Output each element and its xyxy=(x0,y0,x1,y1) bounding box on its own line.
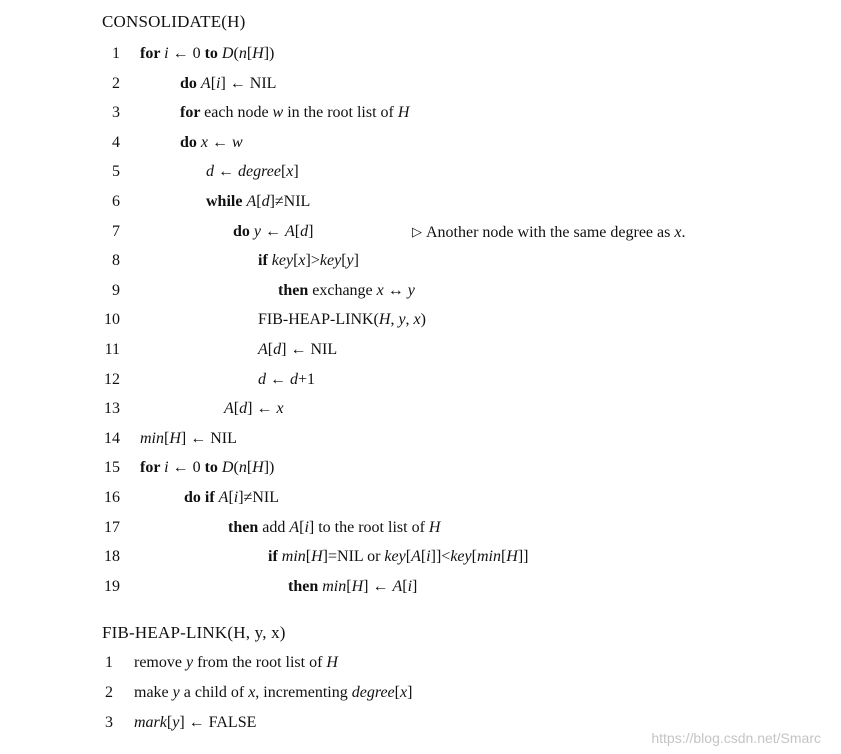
variable: i xyxy=(164,459,169,477)
code-text: ]≠NIL xyxy=(269,193,311,210)
keyword: to xyxy=(204,45,222,62)
line-number: 3 xyxy=(112,104,120,122)
variable: A xyxy=(285,222,295,240)
code-text: ]> xyxy=(305,252,320,270)
variable: x xyxy=(248,684,256,701)
variable: A xyxy=(224,400,234,418)
code-text: make xyxy=(134,684,173,701)
line-code xyxy=(180,131,243,155)
code-text: , xyxy=(390,311,399,329)
code-text: ]) xyxy=(263,45,275,62)
keyword: then xyxy=(288,577,323,595)
variable: x xyxy=(413,311,421,329)
line-number: 9 xyxy=(112,281,120,299)
variable: y xyxy=(185,654,194,671)
code-text: [ xyxy=(246,459,253,477)
keyword: while xyxy=(206,193,247,210)
variable: H xyxy=(506,548,518,566)
line-number: 4 xyxy=(112,133,120,151)
variable: d xyxy=(206,163,214,181)
variable: x xyxy=(399,684,408,701)
variable: min xyxy=(476,548,501,566)
line-code xyxy=(180,101,409,125)
watermark: https://blog.csdn.net/Smarc xyxy=(651,730,821,746)
line-code xyxy=(140,427,237,451)
code-text: ] ← FALSE xyxy=(179,714,257,731)
line-number: 19 xyxy=(104,577,120,595)
code-text: in the root list of xyxy=(283,104,398,122)
line-code xyxy=(206,160,299,184)
line-code xyxy=(228,516,440,540)
line-code xyxy=(258,308,426,332)
line-code xyxy=(268,545,529,569)
variable: D xyxy=(221,45,234,62)
code-text: each node xyxy=(204,104,273,122)
keyword: for xyxy=(180,104,205,122)
code-text: [ xyxy=(293,252,299,270)
line-code xyxy=(258,338,337,362)
keyword: do xyxy=(180,133,201,151)
variable: d xyxy=(258,370,266,388)
code-text: FIB-HEAP-LINK( xyxy=(258,311,379,329)
code-text: ← xyxy=(261,222,286,240)
variable: x xyxy=(200,133,209,151)
variable: H xyxy=(428,518,441,536)
line-number: 15 xyxy=(104,459,120,477)
variable: A xyxy=(200,74,211,92)
line-number: 13 xyxy=(104,400,120,418)
line-code xyxy=(180,72,276,96)
code-text: ) xyxy=(420,311,426,329)
variable: i xyxy=(216,74,221,92)
code-text: ] xyxy=(308,222,314,240)
variable: n xyxy=(238,45,247,62)
code-text: [ xyxy=(500,548,507,566)
code-text: [ xyxy=(280,163,287,181)
variable: n xyxy=(238,459,247,477)
code-text: [ xyxy=(394,684,400,701)
line-number: 2 xyxy=(112,74,120,92)
line-comment xyxy=(412,220,685,245)
variable: degree xyxy=(238,163,281,181)
line-code xyxy=(288,575,417,599)
line-number: 6 xyxy=(112,193,120,210)
code-text: ] xyxy=(353,252,359,270)
code-text: exchange xyxy=(312,281,377,299)
code-text: ]≠NIL xyxy=(238,489,279,506)
line-code xyxy=(258,249,359,273)
code-text: [ xyxy=(294,222,301,240)
variable: A xyxy=(411,548,421,566)
line-number: 5 xyxy=(112,163,120,181)
keyword: then xyxy=(278,281,313,299)
variable: d xyxy=(273,341,282,358)
variable: H xyxy=(351,577,364,595)
variable: x xyxy=(276,400,284,418)
code-text: ]=NIL or xyxy=(322,548,385,566)
code-text: ] xyxy=(412,577,418,595)
code-text: [ xyxy=(246,45,253,62)
code-text: ← xyxy=(214,163,238,181)
variable: y xyxy=(172,714,180,731)
code-text: [ xyxy=(420,548,427,566)
variable: min xyxy=(281,548,306,566)
line-number: 10 xyxy=(104,311,120,329)
line-number: 18 xyxy=(104,548,120,566)
line-number: 14 xyxy=(104,429,120,447)
code-text: ] ← xyxy=(363,577,393,595)
variable: A xyxy=(218,489,229,506)
variable: A xyxy=(289,518,300,536)
keyword: if xyxy=(258,252,272,270)
line-number: 3 xyxy=(105,714,113,731)
variable: w xyxy=(232,133,243,151)
code-text: add xyxy=(262,518,290,536)
line-number: 7 xyxy=(112,222,120,240)
keyword: if xyxy=(268,548,282,566)
variable: degree xyxy=(351,684,395,701)
variable: i xyxy=(233,489,239,506)
code-text: remove xyxy=(134,654,186,671)
line-number: 2 xyxy=(105,684,113,701)
code-text: [ xyxy=(341,252,347,270)
line-code xyxy=(206,190,310,214)
variable: key xyxy=(450,548,472,566)
code-text: ]) xyxy=(263,459,275,477)
line-code xyxy=(184,486,279,510)
line-number: 17 xyxy=(104,518,120,536)
variable: H xyxy=(397,104,410,122)
variable: H xyxy=(252,459,264,477)
code-text: [ xyxy=(233,400,240,418)
code-text: a child of xyxy=(179,684,249,701)
code-text: ← 0 xyxy=(168,459,205,477)
code-text: [ xyxy=(402,577,408,595)
line-code xyxy=(134,681,412,705)
variable: H xyxy=(252,45,264,62)
code-text: [ xyxy=(166,714,173,731)
line-code xyxy=(140,456,274,480)
comment-text: . xyxy=(681,223,686,241)
code-text: ] ← xyxy=(247,400,277,418)
code-text: ] xyxy=(407,684,413,701)
line-code xyxy=(134,651,338,675)
code-text: ( xyxy=(233,45,239,62)
keyword: do xyxy=(233,222,254,240)
variable: x xyxy=(286,163,294,181)
code-text: [ xyxy=(228,489,234,506)
variable: i xyxy=(407,577,413,595)
variable: i xyxy=(304,518,309,536)
line-number: 11 xyxy=(104,341,120,358)
code-text: ] xyxy=(293,163,299,181)
variable: d xyxy=(261,193,270,210)
code-text: [ xyxy=(210,74,217,92)
code-text: [ xyxy=(471,548,477,566)
procedure-title: CONSOLIDATE(H) xyxy=(102,12,246,31)
line-code xyxy=(233,220,313,244)
variable: w xyxy=(272,104,284,122)
variable: y xyxy=(172,684,180,701)
line-code xyxy=(224,397,284,421)
variable: key xyxy=(384,548,406,566)
variable: i xyxy=(164,45,169,62)
variable: H xyxy=(378,311,391,329)
variable: d xyxy=(290,370,298,388)
keyword: do xyxy=(180,74,201,92)
code-text: [ xyxy=(164,429,170,447)
variable: y xyxy=(346,252,354,270)
code-text: ↔ xyxy=(383,281,408,299)
line-code xyxy=(140,42,274,66)
code-text: ] ← NIL xyxy=(180,429,237,447)
variable: min xyxy=(322,577,347,595)
code-text: ← xyxy=(208,133,233,151)
line-number: 1 xyxy=(105,654,113,671)
line-number: 1 xyxy=(112,45,120,62)
variable: min xyxy=(140,429,164,447)
variable: y xyxy=(398,311,406,329)
line-code xyxy=(258,368,315,392)
line-code xyxy=(134,711,256,735)
code-text: [ xyxy=(405,548,412,566)
variable: x xyxy=(376,281,384,299)
code-text: ← 0 xyxy=(168,45,205,62)
keyword: do if xyxy=(184,489,219,506)
comment-triangle-icon: ▷ xyxy=(412,223,422,239)
variable: y xyxy=(407,281,415,299)
keyword: for xyxy=(140,45,165,62)
variable: A xyxy=(246,193,257,210)
variable: mark xyxy=(134,714,167,731)
line-number: 8 xyxy=(112,252,120,270)
code-text: ← xyxy=(266,370,290,388)
keyword: then xyxy=(228,518,263,536)
variable: H xyxy=(311,548,323,566)
code-text: ( xyxy=(233,459,239,477)
code-text: ] ← NIL xyxy=(220,74,277,92)
code-text: [ xyxy=(256,193,262,210)
variable: x xyxy=(298,252,306,270)
keyword: to xyxy=(204,459,222,477)
comment-text: Another node with the same degree as xyxy=(426,223,675,241)
line-number: 16 xyxy=(104,489,120,506)
variable: H xyxy=(326,654,338,671)
code-text: [ xyxy=(346,577,352,595)
variable: A xyxy=(392,577,403,595)
variable: A xyxy=(258,341,268,358)
variable: key xyxy=(319,252,342,270)
variable: x xyxy=(674,223,682,241)
code-text: , xyxy=(405,311,414,329)
variable: H xyxy=(169,429,181,447)
code-text: ] ← NIL xyxy=(281,341,338,358)
code-text: ]]< xyxy=(430,548,451,566)
code-text: +1 xyxy=(298,370,316,388)
code-text: from the root list of xyxy=(193,654,327,671)
variable: d xyxy=(239,400,248,418)
code-text: , incrementing xyxy=(255,684,352,701)
code-text: [ xyxy=(267,341,274,358)
variable: y xyxy=(253,222,262,240)
keyword: for xyxy=(140,459,165,477)
variable: i xyxy=(426,548,431,566)
procedure-title: FIB-HEAP-LINK(H, y, x) xyxy=(102,623,286,642)
line-code xyxy=(278,279,415,303)
code-text: ] to the root list of xyxy=(308,518,429,536)
variable: D xyxy=(221,459,234,477)
variable: d xyxy=(300,222,309,240)
code-text: [ xyxy=(305,548,312,566)
code-text: ]] xyxy=(517,548,529,566)
variable: key xyxy=(271,252,294,270)
line-number: 12 xyxy=(104,370,120,388)
code-text: [ xyxy=(299,518,305,536)
